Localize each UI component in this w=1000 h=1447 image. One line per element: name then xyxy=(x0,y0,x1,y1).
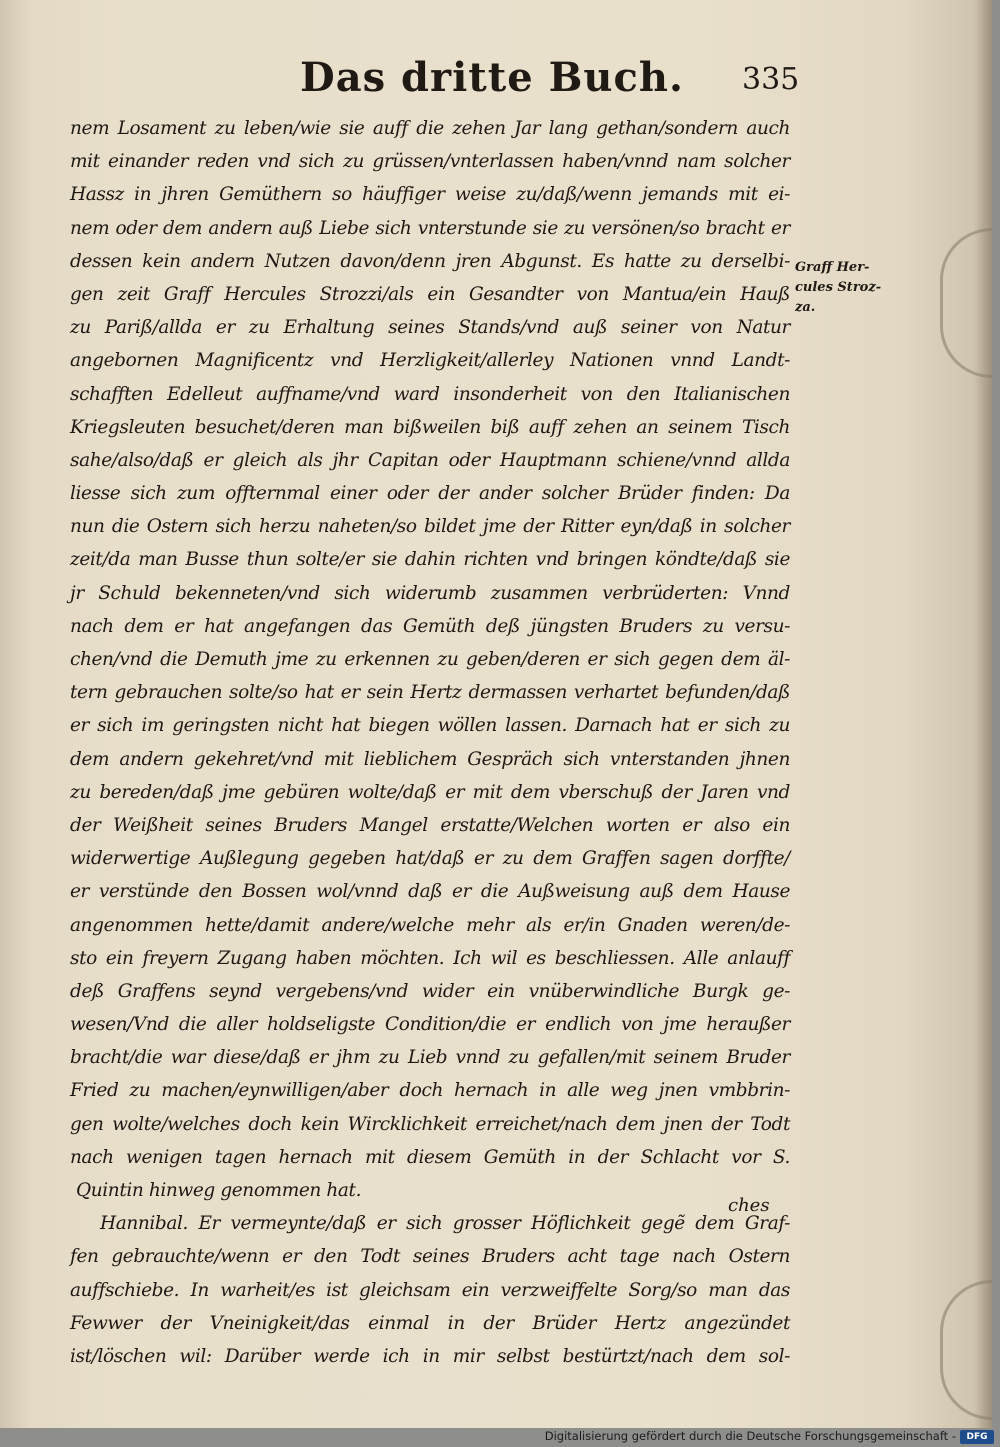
digitization-credit: Digitalisierung gefördert durch die Deutsche Forschungsgemeinschaft - xyxy=(544,1429,956,1443)
text-line: zu Pariß/allda er zu Erhaltung seines Stands/vnd auß seiner von Natur xyxy=(70,317,790,339)
text-line: angebornen Magnificentz vnd Herzligkeit/allerley Nationen vnnd Landt- xyxy=(70,350,790,372)
page-number: 335 xyxy=(742,62,800,97)
text-line: Quintin hinweg genommen hat. xyxy=(76,1180,362,1201)
page-header xyxy=(0,52,992,108)
text-line: gen wolte/welches doch kein Wircklichkeit erreichet/nach dem jnen der Todt xyxy=(70,1113,790,1135)
text-line: dem andern gekehret/vnd mit lieblichem Gespräch sich vnterstanden jhnen xyxy=(70,748,790,770)
text-line: bracht/die war diese/daß er jhm zu Lieb vnnd zu gefallen/mit seinem Bruder xyxy=(70,1047,790,1069)
text-line: schafften Edelleut auffname/vnd ward insonderheit von den Italianischen xyxy=(70,383,790,405)
marginal-note-line: cules Stroz- xyxy=(795,280,882,295)
text-line: deß Graffens seynd vergebens/vnd wider ein vnüberwindliche Burgk ge- xyxy=(70,980,790,1002)
text-line: zeit/da man Busse thun solte/er sie dahin richten vnd bringen köndte/daß sie xyxy=(70,549,790,571)
text-line: nach wenigen tagen hernach mit diesem Gemüth in der Schlacht vor S. xyxy=(70,1146,790,1168)
text-line: nem Losament zu leben/wie sie auff die zehen Jar lang gethan/sondern auch xyxy=(70,118,790,139)
marginal-note-line: Graff Her- xyxy=(795,260,870,275)
text-line: auffschiebe. In warheit/es ist gleichsam ein verzweiffelte Sorg/so man das xyxy=(70,1279,790,1301)
footer-bar xyxy=(0,1428,1000,1447)
text-line: tern gebrauchen solte/so hat er sein Hertz dermassen verhartet befunden/daß xyxy=(70,682,790,704)
text-line: Hassz in jhren Gemüthern so häuffiger weise zu/daß/wenn jemands mit ei- xyxy=(70,184,790,206)
text-line: chen/vnd die Demuth jme zu erkennen zu geben/deren er sich gegen dem äl- xyxy=(70,649,790,670)
body-text xyxy=(70,112,790,1373)
text-line: ist/löschen wil: Darüber werde ich in mir selbst bestürtzt/nach dem sol- xyxy=(70,1345,790,1367)
text-line: Kriegsleuten besuchet/deren man bißweilen biß auff zehen an seinem Tisch xyxy=(70,416,790,438)
text-line: zu bereden/daß jme gebüren wolte/daß er mit dem vberschuß der Jaren vnd xyxy=(70,781,790,803)
text-line: er verstünde den Bossen wol/vnnd daß er die Außweisung auß dem Hause xyxy=(70,881,790,903)
text-line: fen gebrauchte/wenn er den Todt seines Bruders acht tage nach Ostern xyxy=(70,1246,790,1268)
text-line: Fried zu machen/eynwilligen/aber doch hernach in alle weg jnen vmbbrin- xyxy=(70,1080,790,1102)
text-line: liesse sich zum offternmal einer oder der ander solcher Brüder finden: Da xyxy=(70,483,790,505)
text-line: der Weißheit seines Bruders Mangel erstatte/Welchen worten er also ein xyxy=(70,814,790,836)
text-line: nem oder dem andern auß Liebe sich vnterstunde sie zu versönen/so bracht er xyxy=(70,217,790,239)
text-line: gen zeit Graff Hercules Strozzi/als ein Gesandter von Mantua/ein Hauß xyxy=(70,283,790,305)
text-line: Hannibal. Er vermeynte/daß er sich grosser Höflichkeit gegẽ dem Graf- xyxy=(100,1213,790,1235)
binding-clip xyxy=(940,228,992,378)
text-line: widerwertige Außlegung gegeben hat/daß er zu dem Graffen sagen dorffte/ xyxy=(70,848,790,870)
text-line: angenommen hette/damit andere/welche mehr als er/in Gnaden weren/de- xyxy=(70,914,790,936)
text-line: jr Schuld bekenneten/vnd sich widerumb zusammen verbrüderten: Vnnd xyxy=(70,582,790,604)
running-title: Das dritte Buch. xyxy=(300,54,684,101)
text-line: mit einander reden vnd sich zu grüssen/vnterlassen haben/vnnd nam solcher xyxy=(70,151,790,173)
text-line: sto ein freyern Zugang haben möchten. Ich wil es beschliessen. Alle anlauff xyxy=(70,947,790,969)
binding-clip xyxy=(940,1280,992,1420)
text-line: nun die Ostern sich herzu naheten/so bildet jme der Ritter eyn/daß in solcher xyxy=(70,516,790,538)
text-line: wesen/Vnd die aller holdseligste Condition/die er endlich von jme heraußer xyxy=(70,1014,790,1036)
dfg-logo-icon: DFG xyxy=(960,1430,994,1444)
marginal-note xyxy=(795,258,895,318)
text-line: er sich im geringsten nicht hat biegen wöllen lassen. Darnach hat er sich zu xyxy=(70,715,790,737)
text-line: dessen kein andern Nutzen davon/denn jren Abgunst. Es hatte zu derselbi- xyxy=(70,250,790,272)
catchword: ches xyxy=(728,1195,770,1216)
text-line: Fewwer der Vneinigkeit/das einmal in der Brüder Hertz angezündet xyxy=(70,1312,790,1334)
text-line: sahe/also/daß er gleich als jhr Capitan oder Hauptmann schiene/vnnd allda xyxy=(70,449,790,471)
text-line: nach dem er hat angefangen das Gemüth deß jüngsten Bruders zu versu- xyxy=(70,615,790,637)
marginal-note-line: za. xyxy=(795,300,816,315)
